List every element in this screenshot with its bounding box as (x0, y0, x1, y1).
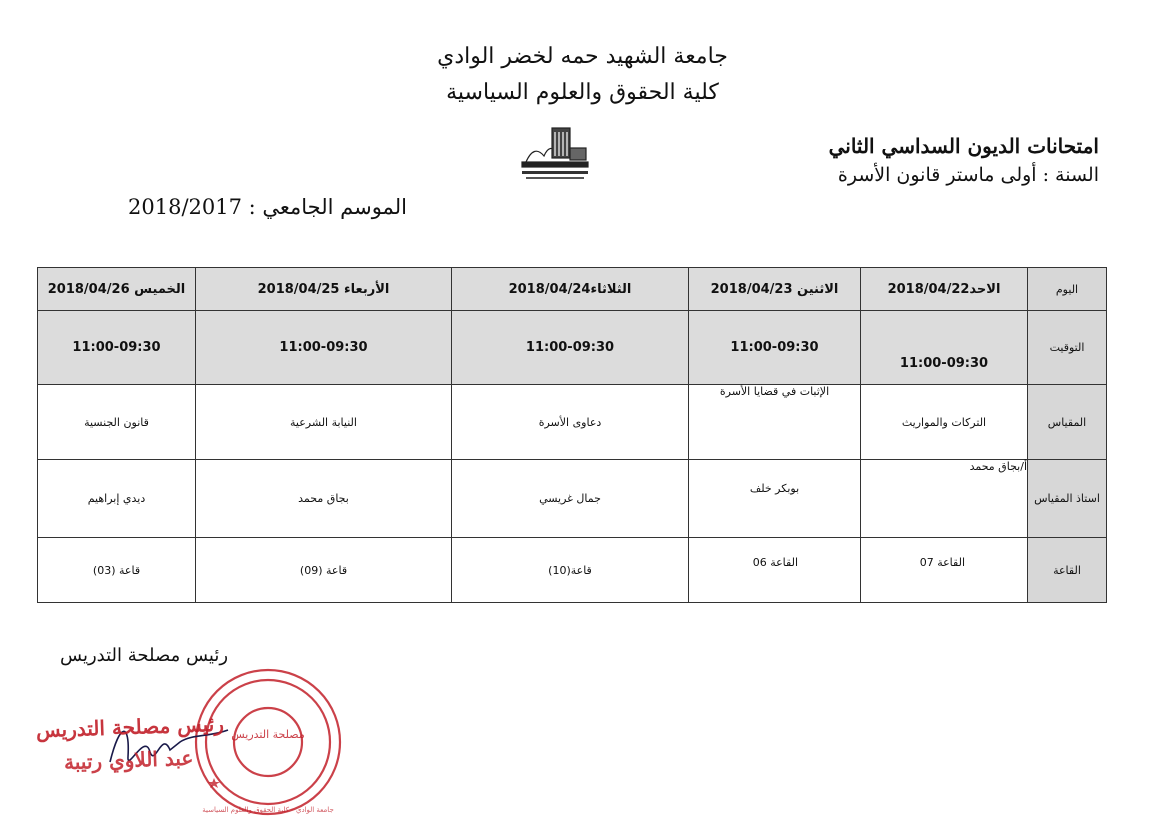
professor-cell-thursday: ديدي إبراهيم (38, 460, 196, 538)
university-building-logo-icon (516, 122, 592, 184)
time-cell-monday: 11:00-09:30 (689, 311, 861, 385)
row-label-subject: المقياس (1028, 385, 1107, 460)
row-label-room: القاعة (1028, 538, 1107, 603)
professor-cell-sunday: أ/بجاق محمد (861, 460, 1028, 538)
exam-schedule-table (37, 267, 1107, 603)
university-name: جامعة الشهيد حمه لخضر الوادي (437, 44, 728, 69)
stamp-name-text: عبد اللاوي رتيبة (63, 745, 194, 775)
room-cell-tuesday: قاعة(10) (452, 538, 689, 603)
row-label-day: اليوم (1028, 268, 1107, 311)
stamp-title-text: رئيس مصلحة التدريس (35, 711, 225, 743)
subject-cell-wednesday: النيابة الشرعية (196, 385, 452, 460)
subject-cell-sunday: التركات والمواريث (861, 385, 1028, 460)
day-row (38, 268, 1107, 311)
subject-cell-thursday: قانون الجنسية (38, 385, 196, 460)
row-label-time: التوقيت (1028, 311, 1107, 385)
room-cell-monday: القاعة 06 (689, 538, 861, 603)
subject-cell-tuesday: دعاوى الأسرة (452, 385, 689, 460)
subject-cell-monday: الإثبات في قضايا الأسرة (689, 385, 861, 460)
professor-cell-wednesday: بجاق محمد (196, 460, 452, 538)
day-cell-tuesday: الثلاثاء2018/04/24 (452, 268, 689, 311)
professor-row (38, 460, 1107, 538)
day-cell-sunday: الاحد2018/04/22 (861, 268, 1028, 311)
subject-row (38, 385, 1107, 460)
stamp-center-text: مصلحة التدريس (231, 728, 305, 741)
room-cell-sunday: القاعة 07 (861, 538, 1028, 603)
time-cell-sunday: 11:00-09:30 (861, 311, 1028, 385)
room-row (38, 538, 1107, 603)
time-row (38, 311, 1107, 385)
professor-cell-tuesday: جمال غريسي (452, 460, 689, 538)
time-cell-tuesday: 11:00-09:30 (452, 311, 689, 385)
academic-year-line: السنة : أولى ماستر قانون الأسرة (837, 164, 1099, 186)
time-cell-wednesday: 11:00-09:30 (196, 311, 452, 385)
signature-label: رئيس مصلحة التدريس (60, 645, 229, 666)
day-cell-monday: الاثنين 2018/04/23 (689, 268, 861, 311)
day-cell-thursday: الخميس 2018/04/26 (38, 268, 196, 311)
professor-cell-monday: بوبكر خلف (689, 460, 861, 538)
stamp-ring-text: جامعة الوادي - كلية الحقوق والعلوم السياسية (202, 806, 334, 814)
day-cell-wednesday: الأربعاء 2018/04/25 (196, 268, 452, 311)
time-cell-thursday: 11:00-09:30 (38, 311, 196, 385)
room-cell-wednesday: قاعة (09) (196, 538, 452, 603)
academic-season: الموسم الجامعي : 2018/2017 (128, 195, 407, 219)
room-cell-thursday: قاعة (03) (38, 538, 196, 603)
row-label-professor: استاذ المقياس (1028, 460, 1107, 538)
exam-title: امتحانات الديون السداسي الثاني (828, 134, 1099, 158)
faculty-name: كلية الحقوق والعلوم السياسية (446, 80, 719, 105)
